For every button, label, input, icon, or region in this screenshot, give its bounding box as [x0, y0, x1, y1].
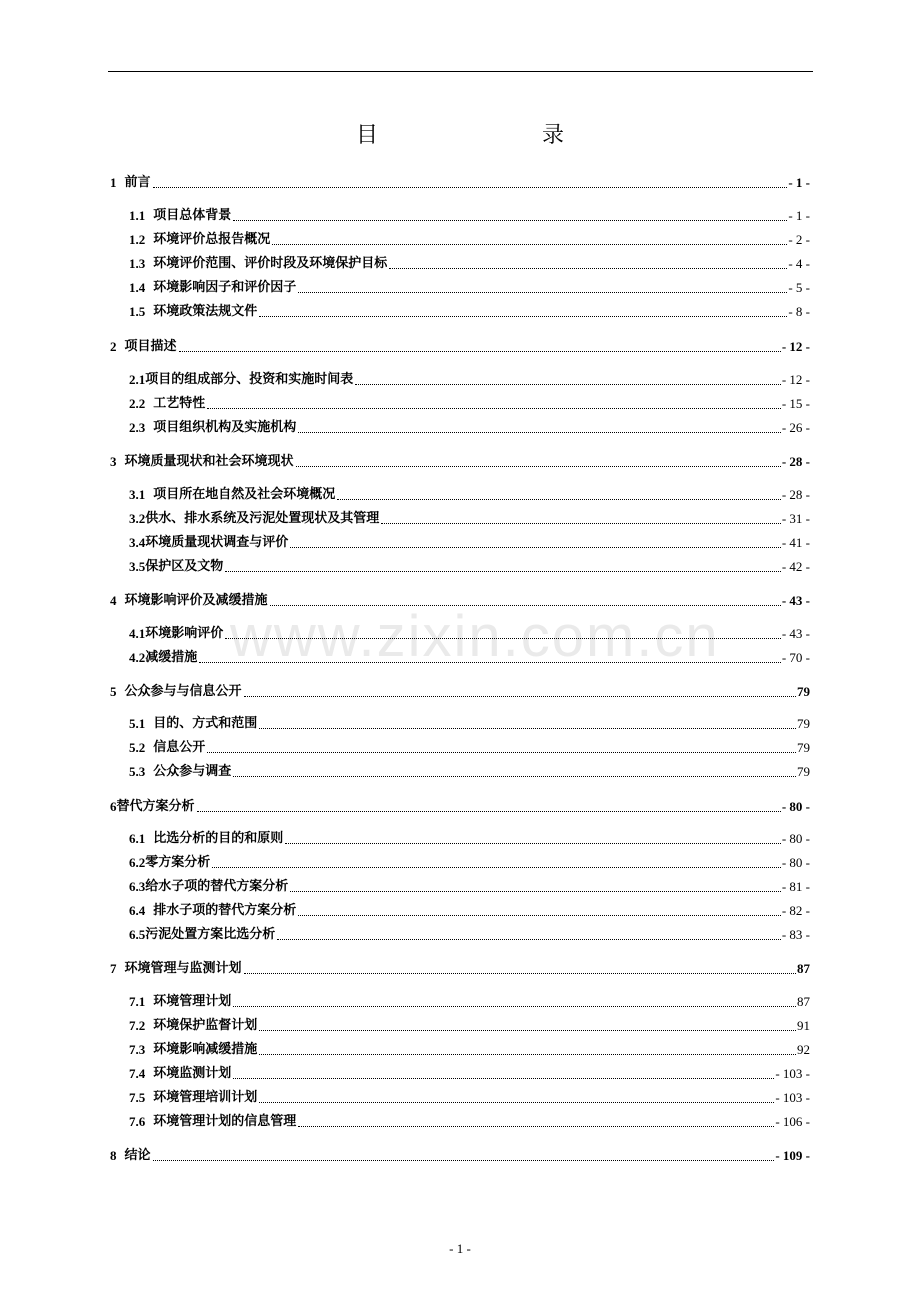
- toc-entry[interactable]: [129, 487, 810, 503]
- toc-entry-page: - 82 -: [781, 903, 810, 918]
- toc-entry[interactable]: [129, 740, 810, 756]
- toc-leader-dots: [355, 384, 781, 385]
- toc-entry[interactable]: [129, 396, 810, 412]
- toc-entry[interactable]: [129, 511, 810, 527]
- toc-entry-number: 1.3: [129, 256, 146, 271]
- toc-entry-title: 排水子项的替代方案分析: [153, 903, 297, 918]
- toc-entry-page: 91: [797, 1018, 810, 1033]
- toc-leader-dots: [298, 915, 781, 916]
- toc-entry[interactable]: [129, 232, 810, 248]
- toc-entry[interactable]: [129, 1090, 810, 1106]
- page-title: 目 录: [355, 123, 604, 148]
- toc-entry-page: - 26 -: [781, 420, 810, 435]
- toc-entry[interactable]: [129, 879, 810, 895]
- toc-leader-dots: [277, 939, 781, 940]
- toc-entry-page: 87: [797, 994, 810, 1009]
- toc-entry-title: 环境影响评价及减缓措施: [124, 593, 268, 608]
- toc-entry-number: 5.2: [129, 740, 146, 755]
- toc-entry[interactable]: [110, 1148, 810, 1164]
- toc-entry-page: 79: [797, 684, 810, 699]
- toc-entry-page: - 106 -: [775, 1114, 810, 1129]
- toc-entry[interactable]: [129, 626, 810, 642]
- toc-entry[interactable]: [110, 961, 810, 977]
- toc-entry-page: - 80 -: [781, 831, 810, 846]
- toc-entry-number: 7.3: [129, 1042, 146, 1057]
- toc-leader-dots: [259, 728, 796, 729]
- toc-entry-title: 零方案分析: [145, 855, 211, 870]
- toc-leader-dots: [259, 316, 787, 317]
- toc-entry[interactable]: [129, 831, 810, 847]
- toc-entry-number: 5.1: [129, 716, 146, 731]
- toc-entry[interactable]: [129, 535, 810, 551]
- toc-entry[interactable]: [129, 1018, 810, 1034]
- toc-entry-number: 4: [110, 593, 117, 608]
- toc-entry-title: 环境管理培训计划: [153, 1090, 258, 1105]
- toc-entry[interactable]: [129, 304, 810, 320]
- toc-entry-title: 环境影响因子和评价因子: [153, 280, 297, 295]
- toc-entry[interactable]: [129, 764, 810, 780]
- toc-entry-title: 项目描述: [124, 339, 177, 354]
- toc-entry-title: 公众参与与信息公开: [124, 684, 242, 699]
- toc-entry-page: - 4 -: [788, 256, 810, 271]
- toc-entry[interactable]: [129, 1114, 810, 1130]
- toc-entry[interactable]: [110, 175, 810, 191]
- toc-entry-title: 环境保护监督计划: [153, 1018, 258, 1033]
- toc-entry-number: 5.3: [129, 764, 146, 779]
- toc-leader-dots: [337, 499, 781, 500]
- toc-entry[interactable]: [129, 650, 810, 666]
- toc-leader-dots: [259, 1102, 774, 1103]
- toc-entry-page: - 81 -: [781, 879, 810, 894]
- toc-entry-title: 目的、方式和范围: [153, 716, 258, 731]
- toc-entry[interactable]: [129, 256, 810, 272]
- toc-entry-title: 环境管理与监测计划: [124, 961, 242, 976]
- toc-leader-dots: [389, 268, 787, 269]
- toc-entry-title: 供水、排水系统及污泥处置现状及其管理: [145, 511, 380, 526]
- toc-entry-number: 7.5: [129, 1090, 146, 1105]
- toc-leader-dots: [233, 1078, 774, 1079]
- toc-entry-page: - 12 -: [781, 372, 810, 387]
- toc-entry-number: 3.4: [129, 535, 146, 550]
- toc-leader-dots: [197, 811, 781, 812]
- toc-entry[interactable]: [129, 372, 810, 388]
- toc-leader-dots: [199, 662, 781, 663]
- toc-entry[interactable]: [129, 927, 810, 943]
- toc-leader-dots: [259, 1054, 796, 1055]
- toc-entry[interactable]: [129, 559, 810, 575]
- toc-leader-dots: [298, 1126, 774, 1127]
- toc-entry-title: 结论: [124, 1148, 151, 1163]
- toc-entry-page: - 15 -: [781, 396, 810, 411]
- toc-entry[interactable]: [110, 593, 810, 609]
- toc-entry[interactable]: [129, 1042, 810, 1058]
- toc-entry-title: 污泥处置方案比选分析: [145, 927, 276, 942]
- toc-entry-title: 环境影响减缓措施: [153, 1042, 258, 1057]
- toc-entry-title: 环境管理计划: [153, 994, 232, 1009]
- toc-entry-number: 3.1: [129, 487, 146, 502]
- toc-entry-page: - 80 -: [781, 855, 810, 870]
- toc-entry-title: 环境质量现状和社会环境现状: [124, 454, 294, 469]
- toc-entry-title: 保护区及文物: [145, 559, 224, 574]
- toc-entry-page: - 83 -: [781, 927, 810, 942]
- toc-entry-number: 2: [110, 339, 117, 354]
- toc-entry-page: - 1 -: [788, 175, 810, 190]
- toc-entry[interactable]: [110, 454, 810, 470]
- toc-entry-page: 79: [797, 716, 810, 731]
- toc-entry[interactable]: [129, 208, 810, 224]
- toc-entry-page: - 31 -: [781, 511, 810, 526]
- toc-leader-dots: [233, 776, 796, 777]
- toc-entry-number: 6.4: [129, 903, 146, 918]
- toc-entry-title: 比选分析的目的和原则: [153, 831, 284, 846]
- toc-leader-dots: [244, 696, 796, 697]
- toc-entry-number: 6: [110, 799, 117, 814]
- toc-entry-title: 给水子项的替代方案分析: [145, 879, 289, 894]
- toc-entry[interactable]: [129, 994, 810, 1010]
- toc-entry-title: 环境政策法规文件: [153, 304, 258, 319]
- toc-entry-number: 7.1: [129, 994, 146, 1009]
- toc-entry-number: 6.3: [129, 879, 146, 894]
- toc-entry[interactable]: [129, 903, 810, 919]
- toc-entry[interactable]: [129, 280, 810, 296]
- toc-entry-page: - 5 -: [788, 280, 810, 295]
- toc-leader-dots: [225, 638, 781, 639]
- toc-entry-title: 信息公开: [153, 740, 206, 755]
- toc-entry-number: 5: [110, 684, 117, 699]
- toc-entry[interactable]: [129, 716, 810, 732]
- toc-entry-page: 79: [797, 764, 810, 779]
- toc-entry-number: 7.4: [129, 1066, 146, 1081]
- toc-entry-number: 1.5: [129, 304, 146, 319]
- toc-leader-dots: [207, 752, 796, 753]
- toc-entry-title: 工艺特性: [153, 396, 206, 411]
- toc-entry-number: 6.1: [129, 831, 146, 846]
- toc-leader-dots: [381, 523, 781, 524]
- toc-entry[interactable]: [129, 1066, 810, 1082]
- watermark: www.zixin.com.cn: [230, 604, 720, 669]
- toc-entry-number: 3: [110, 454, 117, 469]
- toc-entry-page: 92: [797, 1042, 810, 1057]
- toc-entry[interactable]: [110, 684, 810, 700]
- toc-entry-number: 2.1: [129, 372, 146, 387]
- toc-leader-dots: [270, 605, 781, 606]
- toc-entry-title: 项目所在地自然及社会环境概况: [153, 487, 336, 502]
- toc-entry-title: 公众参与调查: [153, 764, 232, 779]
- toc-leader-dots: [298, 432, 781, 433]
- toc-entry-title: 替代方案分析: [116, 799, 195, 814]
- toc-entry-page: - 8 -: [788, 304, 810, 319]
- page-number: - 1 -: [449, 1241, 471, 1256]
- toc-entry-title: 项目总体背景: [153, 208, 232, 223]
- toc-entry-page: 87: [797, 961, 810, 976]
- toc-entry[interactable]: [110, 339, 810, 355]
- toc-leader-dots: [296, 466, 781, 467]
- toc-entry-page: - 80 -: [781, 799, 810, 814]
- toc-leader-dots: [212, 867, 781, 868]
- toc-leader-dots: [207, 408, 781, 409]
- toc-entry-title: 项目的组成部分、投资和实施时间表: [145, 372, 354, 387]
- toc-entry-number: 7: [110, 961, 117, 976]
- toc-entry-page: 79: [797, 740, 810, 755]
- toc-entry-page: - 28 -: [781, 454, 810, 469]
- toc-leader-dots: [233, 1006, 796, 1007]
- toc-leader-dots: [225, 571, 781, 572]
- toc-leader-dots: [179, 351, 781, 352]
- toc-entry-page: - 103 -: [775, 1066, 810, 1081]
- toc-entry-page: - 12 -: [781, 339, 810, 354]
- toc-leader-dots: [298, 292, 787, 293]
- toc-leader-dots: [259, 1030, 796, 1031]
- toc-entry-page: - 43 -: [781, 626, 810, 641]
- toc-entry-number: 4.2: [129, 650, 146, 665]
- toc-entry-page: - 103 -: [775, 1090, 810, 1105]
- toc-entry-number: 1.1: [129, 208, 146, 223]
- toc-entry-number: 2.3: [129, 420, 146, 435]
- toc-leader-dots: [290, 547, 781, 548]
- toc-entry-page: - 43 -: [781, 593, 810, 608]
- toc-entry-number: 6.5: [129, 927, 146, 942]
- toc-entry-title: 环境评价范围、评价时段及环境保护目标: [153, 256, 388, 271]
- toc-entry-number: 2.2: [129, 396, 146, 411]
- toc-entry-title: 减缓措施: [145, 650, 198, 665]
- toc-entry-title: 环境管理计划的信息管理: [153, 1114, 297, 1129]
- toc-leader-dots: [244, 973, 796, 974]
- toc-entry-title: 环境监测计划: [153, 1066, 232, 1081]
- toc-entry-number: 3.2: [129, 511, 146, 526]
- toc-entry-number: 6.2: [129, 855, 146, 870]
- toc-entry-number: 7.6: [129, 1114, 146, 1129]
- toc-entry-page: - 41 -: [781, 535, 810, 550]
- toc-entry-number: 3.5: [129, 559, 146, 574]
- toc-entry-title: 前言: [124, 175, 151, 190]
- toc-entry-title: 环境质量现状调查与评价: [145, 535, 289, 550]
- toc-entry[interactable]: [129, 855, 810, 871]
- toc-entry-page: - 42 -: [781, 559, 810, 574]
- toc-leader-dots: [285, 843, 781, 844]
- toc-entry-number: 8: [110, 1148, 117, 1163]
- toc-entry[interactable]: [129, 420, 810, 436]
- toc-entry-number: 1.2: [129, 232, 146, 247]
- toc-entry-title: 项目组织机构及实施机构: [153, 420, 297, 435]
- toc-leader-dots: [153, 1160, 775, 1161]
- toc-entry-page: - 2 -: [788, 232, 810, 247]
- toc-leader-dots: [233, 220, 787, 221]
- toc-entry-title: 环境影响评价: [145, 626, 224, 641]
- toc-leader-dots: [153, 187, 788, 188]
- toc-entry-number: 4.1: [129, 626, 146, 641]
- toc-entry-number: 1: [110, 175, 117, 190]
- toc-entry-number: 1.4: [129, 280, 146, 295]
- toc-leader-dots: [290, 891, 781, 892]
- toc-leader-dots: [272, 244, 787, 245]
- toc-entry-title: 环境评价总报告概况: [153, 232, 271, 247]
- toc-entry[interactable]: [110, 799, 810, 815]
- toc-entry-page: - 70 -: [781, 650, 810, 665]
- toc-entry-page: - 1 -: [788, 208, 810, 223]
- toc-entry-page: - 109 -: [775, 1148, 810, 1163]
- toc-entry-page: - 28 -: [781, 487, 810, 502]
- toc-entry-number: 7.2: [129, 1018, 146, 1033]
